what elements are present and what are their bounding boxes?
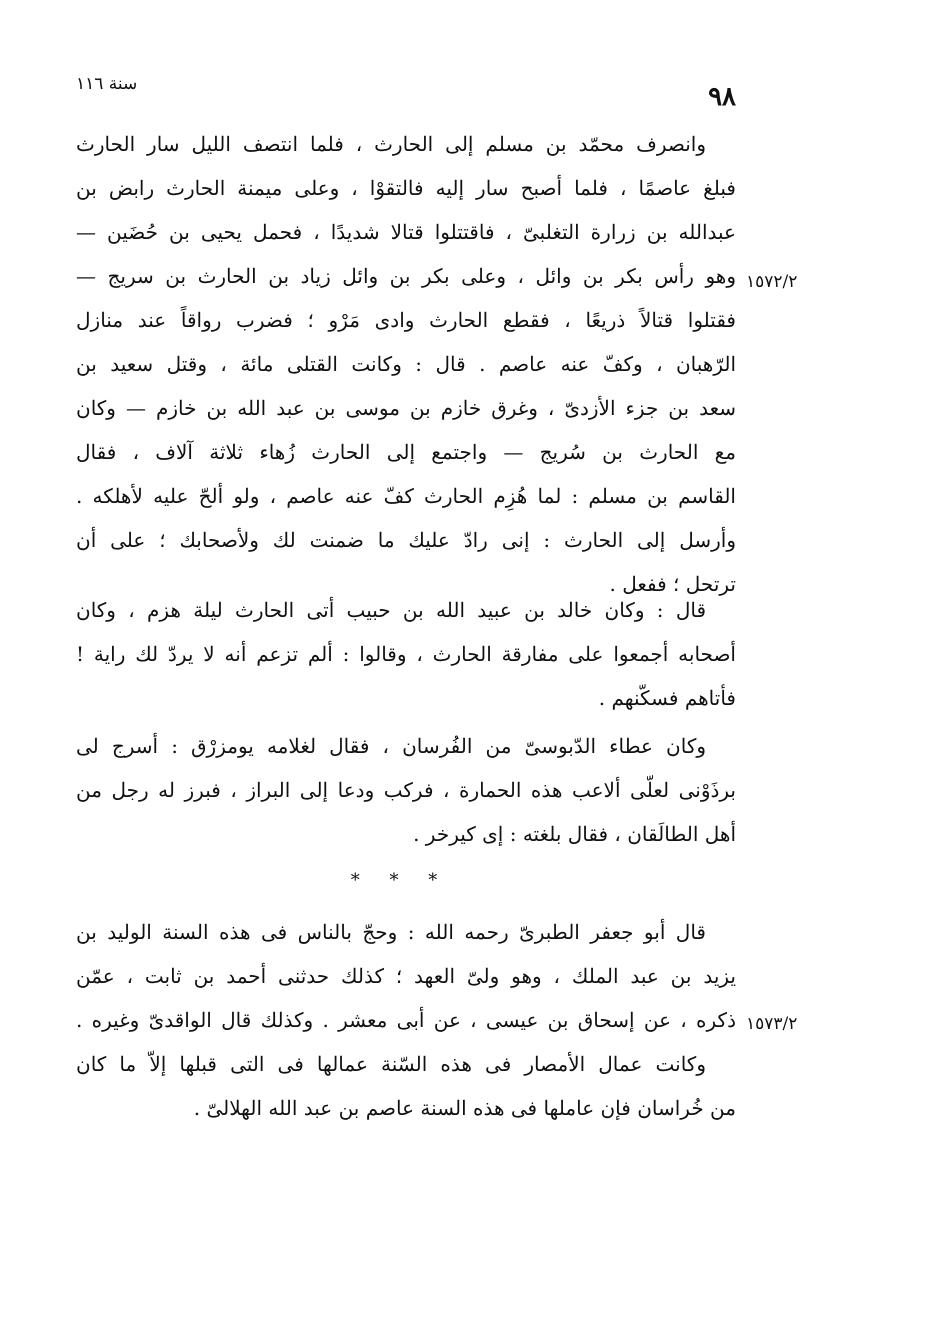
year-label: سنة ١١٦ xyxy=(76,74,138,94)
section-separator: * * * xyxy=(350,870,450,891)
paragraph xyxy=(76,912,736,1132)
text-line: القاسم بن مسلم : لما هُزِم الحارث كفّ عنه عاصم ، ولو ألحّ عليه لأهلكه . xyxy=(76,484,736,508)
text-line: فأتاهم فسكّنهم . xyxy=(598,686,736,710)
text-line: يزيد بن عبد الملك ، وهو ولىّ العهد ؛ كذلك حدثنى أحمد بن ثابت ، عمّن xyxy=(76,964,736,988)
text-line: من خُراسان فإن عاملها فى هذه السنة عاصم بن عبد الله الهلالىّ . xyxy=(193,1096,736,1120)
paragraph xyxy=(76,124,736,594)
paragraph xyxy=(76,726,736,856)
text-line: أصحابه أجمعوا على مفارقة الحارث ، وقالوا : ألم تزعم أنه لا يردّ لك راية ! xyxy=(76,642,736,666)
text-line: قال : وكان خالد بن عبيد الله بن حبيب أتى الحارث ليلة هزم ، وكان xyxy=(76,598,706,622)
running-head xyxy=(76,74,736,112)
text-line: عبدالله بن زرارة التغلبىّ ، فاقتتلوا قتالا شديدًا ، فحمل يحيى بن حُضَين — xyxy=(76,220,736,244)
text-line: وأرسل إلى الحارث : إنى رادّ عليك ما ضمنت لك ولأصحابك ؛ على أن xyxy=(76,528,736,552)
text-line: وكانت عمال الأمصار فى هذه السّنة عمالها فى التى قبلها إلاّ ما كان xyxy=(76,1052,706,1076)
text-line: ترتحل ؛ ففعل . xyxy=(609,572,736,596)
text-line: فقتلوا قتالاً ذريعًا ، فقطع الحارث وادى مَرْو ؛ فضرب رواقاً عند منازل xyxy=(76,308,736,332)
paragraph xyxy=(76,590,736,720)
text-line: وهو رأس بكر بن وائل ، وعلى بكر بن وائل زياد بن الحارث بن سريج — xyxy=(76,264,736,288)
text-line: قال أبو جعفر الطبرىّ رحمه الله : وحجّ بالناس فى هذه السنة الوليد بن xyxy=(76,920,706,944)
text-line: مع الحارث بن سُريج — واجتمع إلى الحارث زُهاء ثلاثة آلاف ، فقال xyxy=(76,440,736,464)
text-line: وانصرف محمّد بن مسلم إلى الحارث ، فلما انتصف الليل سار الحارث xyxy=(76,132,706,156)
text-line: فبلغ عاصمًا ، فلما أصبح سار إليه فالتقوْا ، وعلى ميمنة الحارث رابض بن xyxy=(76,176,736,200)
margin-reference: ١٥٧٣/٢ xyxy=(746,1014,798,1034)
text-line: وكان عطاء الدّبوسىّ من الفُرسان ، فقال لغلامه يومزرْق : أسرج لى xyxy=(76,734,706,758)
text-line: الرّهبان ، وكفّ عنه عاصم . قال : وكانت القتلى مائة ، وقتل سعيد بن xyxy=(76,352,736,376)
text-line: أهل الطالَقان ، فقال بلغته : إى كيرخر . xyxy=(413,822,736,846)
text-line: ذكره ، عن إسحاق بن عيسى ، عن أبى معشر . وكذلك قال الواقدىّ وغيره . xyxy=(76,1008,736,1032)
margin-reference: ١٥٧٢/٢ xyxy=(746,272,798,292)
page-number: ٩٨ xyxy=(708,82,736,112)
text-line: برذَوْنى لعلّى ألاعب هذه الحمارة ، فركب ودعا إلى البراز ، فبرز له رجل من xyxy=(76,778,736,802)
text-line: سعد بن جزء الأزدىّ ، وغرق خازم بن موسى بن عبد الله بن خازم — وكان xyxy=(76,396,736,420)
